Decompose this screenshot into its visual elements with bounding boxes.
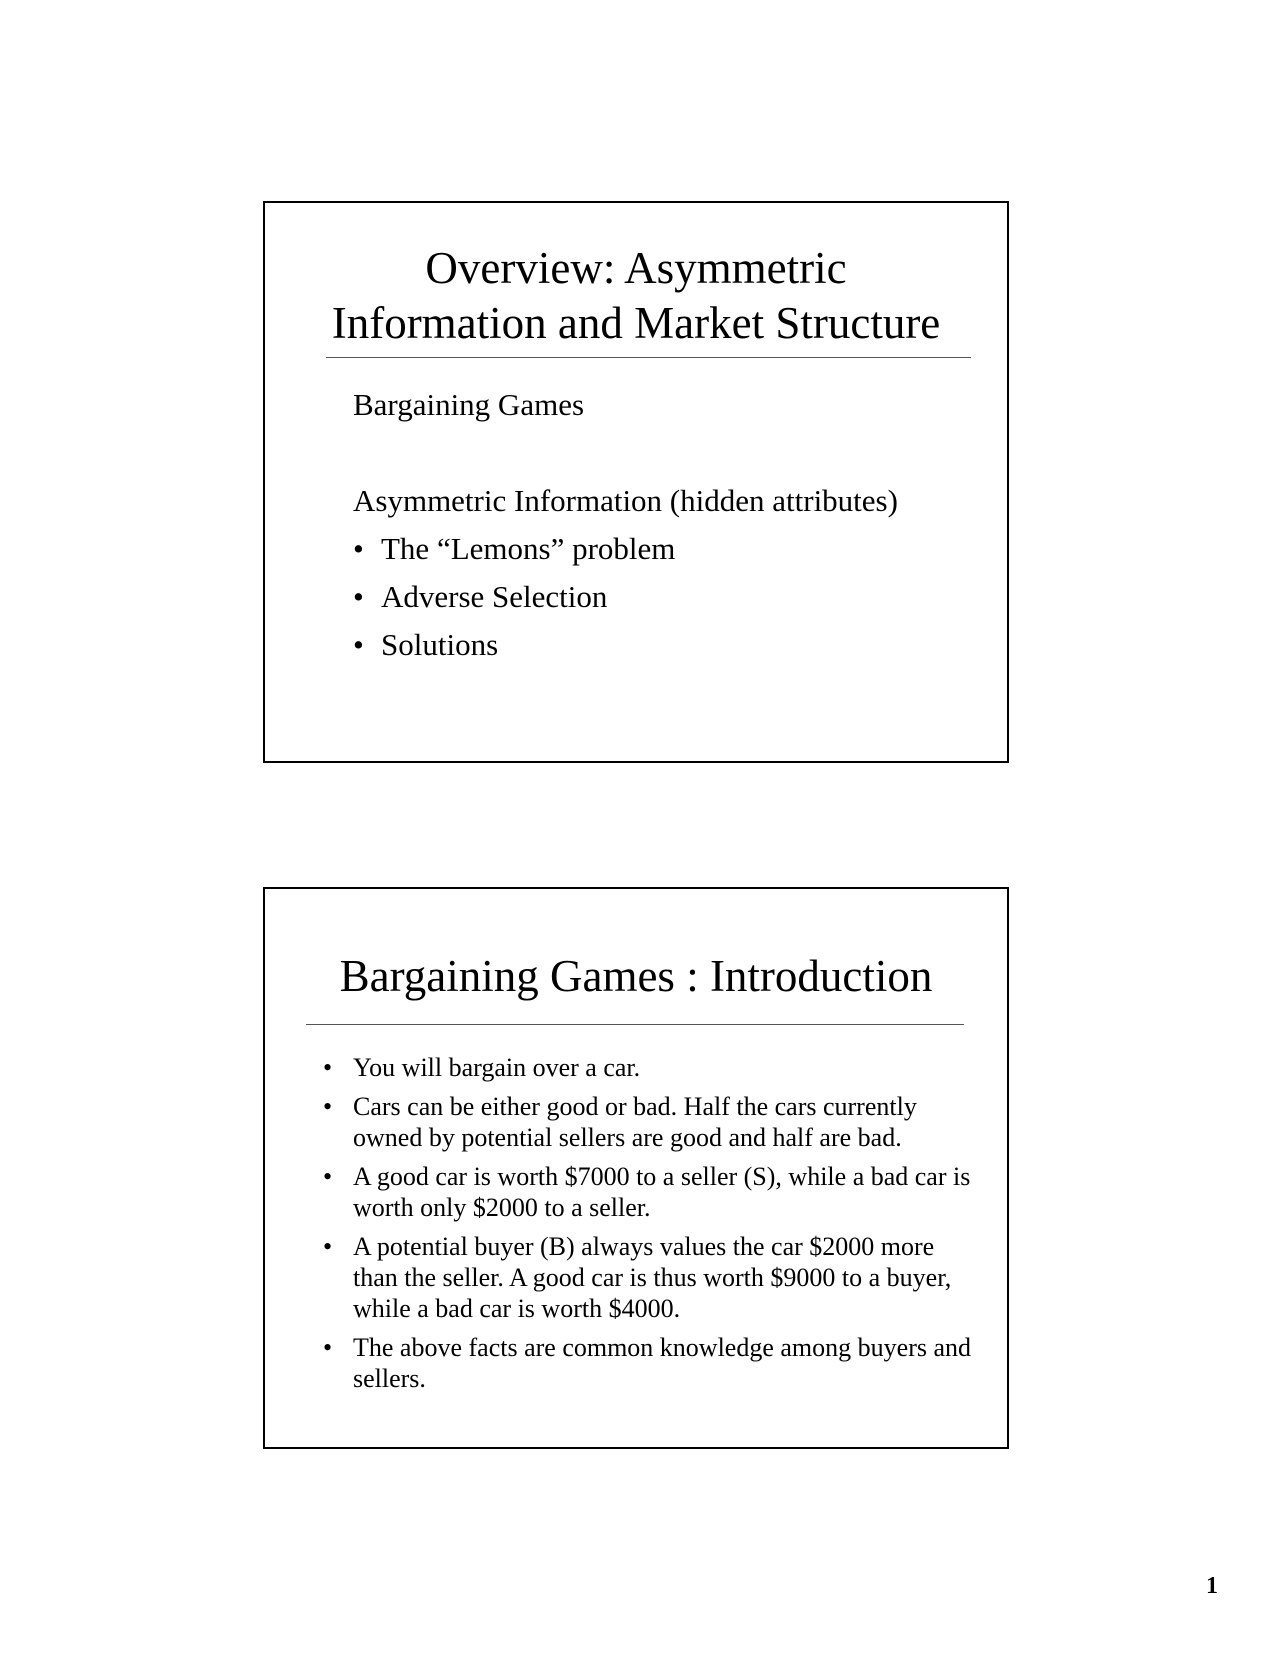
bullet-text: Solutions — [381, 627, 499, 662]
bullet-text: Cars can be either good or bad. Half the cars currently owned by potential sellers are good and half are bad. — [353, 1092, 917, 1152]
title-divider — [326, 357, 971, 358]
bullet-icon: • — [323, 1162, 333, 1191]
bullet-icon: • — [353, 627, 364, 662]
bullet-icon: • — [323, 1333, 333, 1362]
bullet-icon: • — [323, 1053, 333, 1082]
slide-title-line-1: Overview: Asymmetric — [425, 243, 847, 293]
bullet-list — [323, 1052, 983, 1402]
title-divider — [306, 1024, 964, 1025]
bullet-text: Adverse Selection — [381, 579, 608, 614]
list-item — [323, 1332, 983, 1394]
topic-heading: Bargaining Games — [353, 387, 585, 422]
bullet-icon: • — [323, 1092, 333, 1121]
slide-title-line-2: Information and Market Structure — [331, 298, 941, 348]
slide-title — [265, 241, 1007, 351]
subtopic-heading: Asymmetric Information (hidden attributes) — [353, 483, 898, 518]
bullet-text: The above facts are common knowledge among buyers and sellers. — [353, 1333, 972, 1393]
bullet-text: A good car is worth $7000 to a seller (S), while a bad car is worth only $2000 to a seller. — [353, 1162, 971, 1222]
bullet-icon: • — [353, 531, 364, 566]
list-item — [323, 1161, 983, 1223]
list-item — [323, 1052, 983, 1083]
bullet-text: You will bargain over a car. — [353, 1053, 641, 1082]
bullet-icon: • — [323, 1232, 333, 1261]
spacer — [353, 429, 898, 477]
list-item — [323, 1231, 983, 1324]
bullet-text: A potential buyer (B) always values the car $2000 more than the seller. A good car is thus worth $9000 to a buyer, while a bad car is worth $4000. — [353, 1232, 952, 1323]
bullet-item — [353, 525, 898, 573]
bullet-item — [353, 573, 898, 621]
slide-overview — [263, 201, 1009, 763]
slide-bargaining-intro — [263, 887, 1009, 1449]
bullet-item — [353, 621, 898, 669]
slide-title: Bargaining Games : Introduction — [339, 951, 933, 1001]
list-item — [323, 1091, 983, 1153]
page-number: 1 — [1206, 1573, 1218, 1599]
slide-body — [353, 381, 898, 669]
bullet-icon: • — [353, 579, 364, 614]
bullet-text: The “Lemons” problem — [381, 531, 676, 566]
